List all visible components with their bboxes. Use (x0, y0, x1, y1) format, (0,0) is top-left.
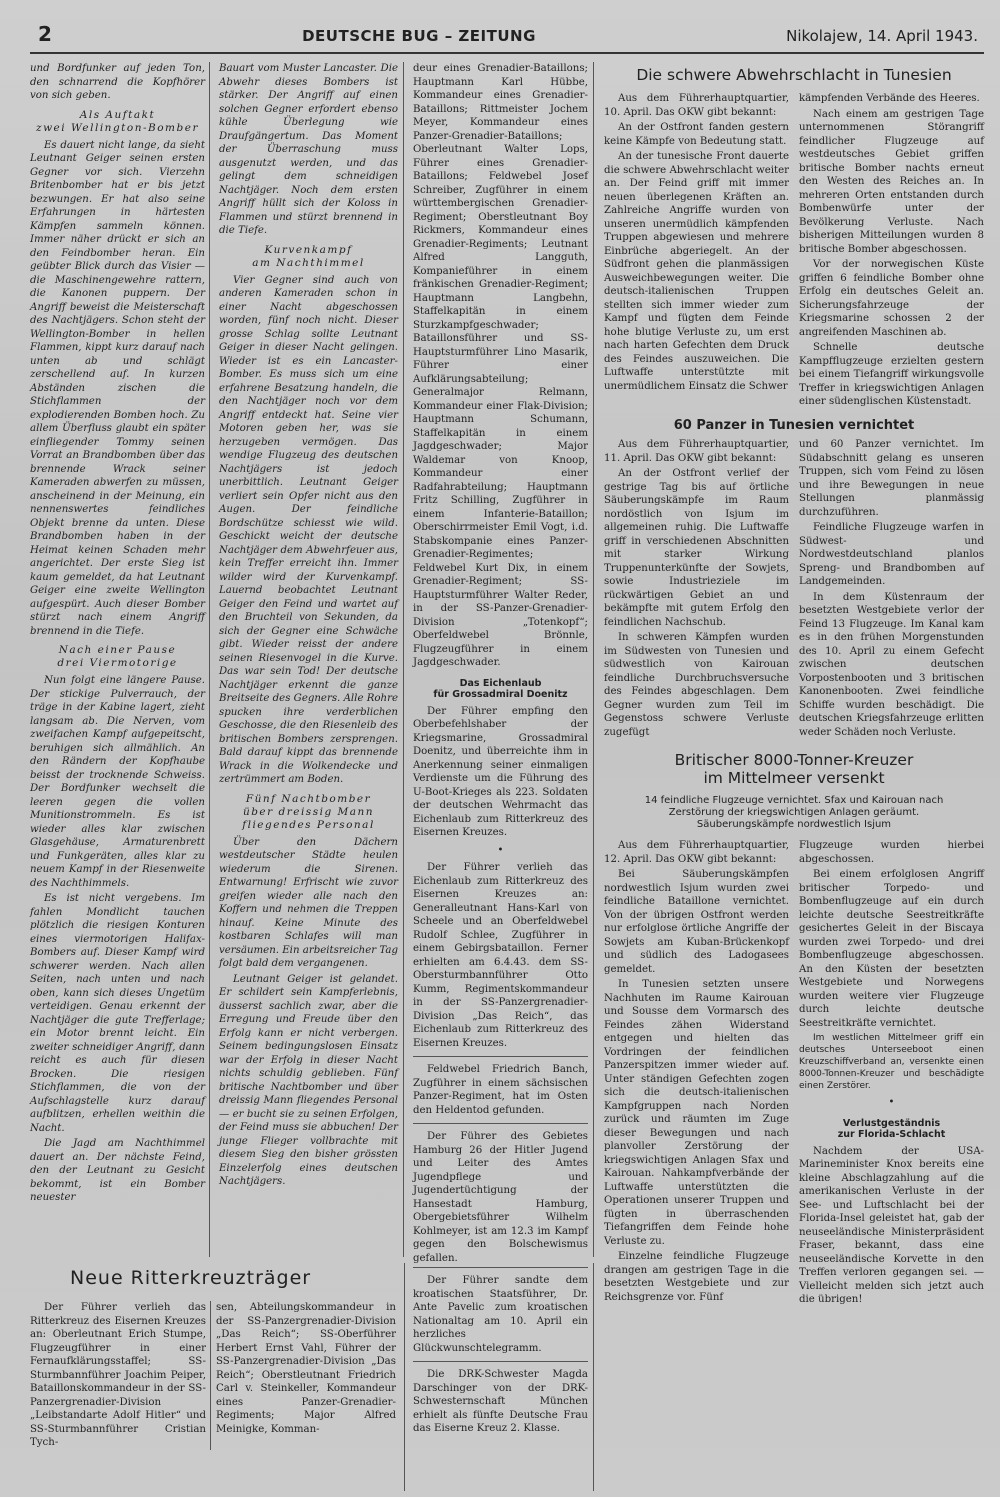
article-3-left-p1: Aus dem Führerhauptquartier, 12. April. Das OKW gibt bekannt: (604, 840, 789, 865)
article-abwehrschlacht (604, 92, 984, 411)
col2-subhead-1 (219, 244, 398, 270)
col1-subhead-2-line2: drei Viermotorige (57, 657, 178, 669)
deck-kreuzer (604, 795, 984, 831)
col2-subhead-2 (219, 793, 398, 832)
lower-mid-paragraph-1: Der Führer sandte dem kroatischen Staatsführer, Dr. Ante Pavelic zum kroatischen Nationaltag am 10. April ein herzliches Glückwunschtelegramm. (413, 1275, 588, 1354)
article-1-left-p3: An der tunesische Front dauerte die schwere Abwehrschlacht weiter an. Der Feind griff mit immer neuen überlegenen Kräften an. Zahlreiche Angriffe wurden von unseren unermüdlich kämpfenden Truppen abgewiesen und mehrere Einbrüche abgeriegelt. An der Südfront gehen die planmässigen Ausweichbewegungen weiter. Die deutsch-italienischen Truppen stellten sich immer wieder zum Kampf und fügten dem Feinde hohe blutige Verluste zu, um erst nach harten Gefechten dem Druck des Feindes auszuweichen. Die Luftwaffe unterstützte mit unermüdlichem Einsatz die Schwer (604, 151, 789, 392)
article-1-right-p4: Schnelle deutsche Kampfflugzeuge erzielten gestern bei einem Tiefangriff wirkungsvolle Treffer in kriegswichtigen Anlagen einer südenglischen Küstenstadt. (799, 342, 984, 407)
headline-60-panzer: 60 Panzer in Tunesien vernichtet (673, 417, 915, 433)
article-1-left-p1: Aus dem Führerhauptquartier, 10. April. Das OKW gibt bekannt: (604, 93, 789, 118)
col3-ornament-1: • (497, 844, 504, 856)
article-2-right-p3: In dem Küstenraum der besetzten Westgebiete verlor der Feind 13 Flugzeuge. Im Kanal kam es in den frühen Morgenstunden des 10. April zu einem Gefecht zwischen deutschen Vorpostenbooten und 3 britischen Kanonenbooten. Zwei feindliche Schiffe wurden beschädigt. Die deutschen Kriegsfahrzeuge erlitten weder Schäden noch Verluste. (799, 591, 984, 738)
col3-headline-line2: für Grossadmiral Doenitz (433, 689, 568, 700)
lower-mid-divider-2 (413, 1361, 588, 1362)
article-3-right-p3: Im westlichen Mittelmeer griff ein deutsches Unterseeboot einen Kreuzschiffverband an, versenkte einen 8000-Tonnen-Kreuzer und beschädigte einen Zerstörer. (799, 1033, 984, 1091)
article-2-left-p2: An der Ostfront verlief der gestrige Tag bis auf örtliche Säuberungskämpfe im Raum nordöstlich von Isjum im allgemeinen ruhig. Die Luftwaffe griff in verschiedenen Abschnitten mit starker Wirkung Truppenunterkünfte der Sowjets, sowie Industrieziele im rückwärtigen Gebiet an und bekämpfte mit gutem Erfolg den feindlichen Nachschub. (604, 468, 789, 628)
col3-paragraph-5: Der Führer des Gebietes Hamburg 26 der Hitler Jugend und Leiter des Amtes Jugendpflege und Jugendertüchtigung der Hansestadt Hamburg, Obergebietsführer Wilhelm Kohlmeyer, ist am 12.3 im Kampf gegen den Bolschewismus gefallen. (413, 1131, 588, 1264)
lower-mid-paragraph-2: Die DRK-Schwester Magda Darschinger von der DRK-Schwesternschaft München erhielt als fünfte Deutsche Frau das Eiserne Kreuz 2. Klasse. (413, 1369, 588, 1434)
article-3-right-p2: Bei einem erfolglosen Angriff britischer Torpedo- und Bombenflugzeuge auf ein durch leichte deutsche Seestreitkräfte gesichertes Geleit in der Biscaya wurden zwei Torpedo- und drei Bombenflugzeuge abgeschossen. An den Küsten der besetzten Westgebiete und Norwegens wurden weitere vier Flugzeuge durch leichte deutsche Seestreitkräfte vernichtet. (799, 869, 984, 1029)
col2-paragraph-1: Bauart vom Muster Lancaster. Die Abwehr dieses Bombers ist stärker. Der Angriff auf einen solchen Gegner erfordert ebenso kühle Überlegung wie Draufgängertum. Das Moment der Überraschung muss ausgenutzt werden, und das gelingt dem schneidigen Nachtjäger. Noch dem ersten Angriff hüllt sich der Koloss in Flammen und stürzt brennend in die Tiefe. (219, 63, 398, 236)
deck-line3: Säuberungskämpfe nordwestlich Isjum (696, 819, 892, 830)
col2-subhead-2-line3: fliegendes Personal (242, 818, 375, 831)
col2-paragraph-2: Vier Gegner sind auch von anderen Kameraden schon in einer Nacht abgeschossen worden, fünf noch nicht. Dieser grosse Schlag sollte Leutnant Geiger in dieser Nacht gelingen. Wieder ist es ein Lancaster-Bomber. Es muss sich um eine erfahrene Besatzung handeln, die den Nachtjäger noch vor dem Angriff entdeckt hat. Seine vier Motoren geben her, was sie herzugeben vermögen. Das wendige Flugzeug des deutschen Nachtjägers ist jedoch unerbittlich. Leutnant Geiger verliert sein Opfer nicht aus den Augen. Der feindliche Bordschütze schiesst wie wild. Geschickt weicht der deutsche Nachtjäger dem Abwehrfeuer aus, kein Treffer erreicht ihn. Immer wilder wird der Kurvenkampf. Lauernd beobachtet Leutnant Geiger den Feind und wartet auf den Bruchteil von Sekunden, da sich der Gegner eine Schwäche gibt. Wieder reisst der andere seinen Riesenvogel in die Kurve. Das war sein Tod! Der deutsche Nachtjäger erkennt die ganze Breitseite des Gegners. Alle Rohre spucken ihre verderblichen Geschosse, die den Riesenleib des britischen Bombers zersprengen. Bald darauf kippt das brennende Wrack in die Wolkendecke und zertrümmert am Boden. (219, 274, 398, 785)
col1-paragraph-4: Die Jagd am Nachthimmel dauert an. Der nächste Feind, den der Leutnant zu Gesicht bekommt, ist ein Bomber neuester (30, 1138, 205, 1203)
col2-paragraph-4: Leutnant Geiger ist gelandet. Er schildert sein Kampferlebnis, äusserst sachlich zwar, aber die Erregung und Freude über den Erfolg kann er nicht verbergen. Seinem bedingungslosen Einsatz war der Erfolg in dieser Nacht nichts schuldig geblieben. Fünf britische Nachtbomber und über dreissig Mann fliegendes Personal — er bucht sie zu seinen Erfolgen, der Feind muss sie abbuchen! Der junge Flieger vollbrachte mit diesem Sieg den bisher grössten Einzelerfolg eines deutschen Nachtjägers. (219, 973, 398, 1187)
lower-right-column (598, 1263, 984, 1491)
headline-kreuzer-line2: im Mittelmeer versenkt (703, 769, 885, 787)
article-2-left-p1: Aus dem Führerhauptquartier, 11. April. Das OKW gibt bekannt: (604, 439, 789, 464)
article-3-right (799, 839, 984, 1309)
deck-line1: 14 feindliche Flugzeuge vernichtet. Sfax und Kairouan nach (644, 795, 944, 806)
col2-subhead-1-line2: am Nachthimmel (252, 256, 365, 269)
article-kreuzer (604, 839, 984, 1309)
headline-abwehrschlacht-text: Die schwere Abwehrschlacht in Tunesien (636, 66, 952, 84)
masthead (30, 22, 984, 54)
headline-florida-line1: Verlustgeständnis (842, 1117, 941, 1129)
col2-paragraph-3: Über den Dächern westdeutscher Städte heulen wiederum die Sirenen. Entwarnung! Erfrischt wie zuvor greifen wieder alle nach den Koffern und nehmen die Treppen hinauf. Keine Minute des kostbaren Schlafes will man versäumen. Ein arbeitsreicher Tag folgt bald dem vergangenen. (219, 836, 398, 969)
col3-paragraph-1: deur eines Grenadier-Bataillons; Hauptmann Karl Hübbe, Kommandeur eines Grenadier-Bataillons; Rittmeister Jochem Meyer, Kommandeur eines Panzer-Grenadier-Bataillons; Oberleutnant Walter Lops, Führer eines Grenadier-Bataillons; Feldwebel Josef Schreiber, Zugführer in einem württembergischen Grenadier-Regiment; Oberstleutnant Boy Rickmers, Kommandeur eines Grenadier-Regiments; Leutnant Alfred Langguth, Kompanieführer in einem fränkischen Grenadier-Regiment; Hauptmann Langbehn, Staffelkapitän in einem Sturzkampfgeschwader; Bataillonsführer und SS-Hauptsturmführer Lino Masarik, Führer einer Aufklärungsabteilung; Generalmajor Relmann, Kommandeur einer Flak-Division; Hauptmann Schumann, Staffelkapitän in einem Jagdgeschwader; Major Waldemar von Knoop, Kommandeur einer Radfahrabteilung; Hauptmann Fritz Schilling, Zugführer in einem Infanterie-Bataillon; Oberschirrmeister Emil Vogt, i.d. Stabskompanie eines Panzer-Grenadier-Regimentes; Feldwebel Kurt Dix, in einem Grenadier-Regiment; SS-Hauptsturmführer Walter Reder, in der SS-Panzer-Grenadier-Division „Totenkopf“; Oberfeldwebel Brönnle, Flugzeugführer in einem Jagdgeschwader. (413, 63, 588, 668)
col1-paragraph-1: Es dauert nicht lange, da sieht Leutnant Geiger seinen ersten Gegner vor sich. Vierzehn Britenbomber hat er bis jetzt bezwungen. Er hat also seine Erfahrungen in härtesten Kämpfen sammeln können. Immer näher drückt er sich an den Feindbomber heran. Ein geübter Blick durch das Visier — die Maschinengewehre rattern, die Kanonen puppern. Der Angriff beweist die Meisterschaft des Nachtjägers. Schon steht der Wellington-Bomber in hellen Flammen, kippt kurz darauf nach unten ab und schlägt zerschellend auf. In kurzen Abständen zischen die Stichflammen der explodierenden Bomben hoch. Zu allem Überfluss glaubt ein später einfliegender Tommy seinen Vorrat an Brandbomben über das brennende Wrack seiner Kameraden abwerfen zu müssen, anscheinend in der Meinung, ein nennenswertes feindliches Objekt brenne da unten. Diese Brandbomben haben in der Heimat keinen Schaden mehr angerichtet. Der erste Sieg ist kaum gemeldet, da hat Leutnant Geiger eine zweite Wellington aufgespürt. Auch dieser Bomber stürzt nach einem Angriff brennend in die Tiefe. (30, 139, 205, 637)
col3-headline-eichenlaub (413, 678, 588, 701)
page-number: 2 (38, 22, 52, 46)
article-3-left-p3: In Tunesien setzten unsere Nachhuten im Raume Kairouan und Sousse dem Vormarsch des Feindes zähen Widerstand entgegen und hielten das Vordringen der feindlichen Panzerspitzen immer wieder auf. Unter ständigen Gefechten zogen sich die deutsch-italienischen Kampfgruppen nach Norden zurück und räumten im Zuge dieser Bewegungen und nach planvoller Zerstörung der kriegswichtigen Anlagen Sfax und Kairouan. Nahkampfverbände der Luftwaffe unterstützten die Operationen unserer Truppen und fügten in überraschenden Tiefangriffen dem Feinde hohe Verluste zu. (604, 979, 789, 1247)
col3-divider-1 (413, 1056, 588, 1057)
ritterkreuz-left (30, 1301, 210, 1450)
col1-subhead-2-line1: Nach einer Pause (58, 644, 177, 656)
column-2 (214, 62, 404, 1257)
col3-paragraph-2: Der Führer empfing den Oberbefehlshaber der Kriegsmarine, Grossadmiral Doenitz, und überreichte ihm in Anerkennung seiner einmaligen Verdienste um die Führung des U-Boot-Krieges als 223. Soldaten der deutschen Wehrmacht das Eichenlaub zum Ritterkreuz des Eisernen Kreuzes. (413, 705, 588, 838)
headline-kreuzer (604, 751, 984, 787)
article-1-left-p2: An der Ostfront fanden gestern keine Kämpfe von Bedeutung statt. (604, 122, 789, 147)
ritterkreuz-right (210, 1301, 400, 1450)
article-1-right-p2: Nach einem am gestrigen Tage unternommenen Störangriff feindlicher Flugzeuge auf westdeutsches Gebiet griffen britische Bomber nachts erneut den Westen des Reiches an. In mehreren Orten entstanden durch Bombenwürfe unter der Bevölkerung Verluste. Nach bisherigen Mitteilungen wurden 8 britische Bomber abgeschossen. (799, 108, 984, 255)
lower-mid-column (408, 1263, 594, 1491)
headline-florida-line2: zur Florida-Schlacht (837, 1129, 946, 1140)
col2-subhead-2-line1: Fünf Nachtbomber (245, 792, 372, 805)
column-3 (408, 62, 594, 1264)
col1-paragraph-2: Nun folgt eine längere Pause. Der stickige Pulverrauch, der träge in der Kabine lagert, zieht langsam ab. Die Nerven, vom zweifachen Kampf aufgepeitscht, beruhigen sich allmählich. An den Rändern der Kopfhaube beisst der trocknende Schweiss. Der Bordfunker wechselt die leeren gegen die vollen Munitionstrommeln. Es ist wieder alles klar zwischen Glasgehäuse, Armaturenbrett und Funkgeräten, alles klar zu neuem Kampf in der Riesenweite des Nachthimmels. (30, 675, 205, 889)
article-3-left-p4: Einzelne feindliche Flugzeuge drangen am gestrigen Tage in die besetzten Westgebiete und zur Reichsgrenze vor. Fünf (604, 1251, 789, 1303)
article-2-left (604, 438, 789, 741)
article-2-left-p3: In schweren Kämpfen wurden im Südwesten von Tunesien und südwestlich von Kairouan feindliche Durchbruchsversuche des Feindes abgeschlagen. Dem Gegner wurden zum Teil im Gegenstoss schwere Verluste zugefügt (604, 632, 789, 738)
deck-line2: Zerstörung der kriegswichtigen Anlagen geräumt. (668, 807, 920, 818)
article-2-right (799, 438, 984, 741)
column-4 (598, 62, 984, 1305)
col2-subhead-2-line2: über dreissig Mann (242, 805, 375, 818)
article-3-right-p1: Flugzeuge wurden hierbei abgeschossen. (799, 840, 984, 865)
col1-subhead-2 (30, 644, 205, 670)
col1-paragraph-3: Es ist nicht vergebens. Im fahlen Mondlicht tauchen plötzlich die riesigen Konturen eines viermotorigen Halifax-Bombers auf. Dieser Kampf wird schwerer werden. Nach allen Seiten, nach unten und nach oben, kann sich dieses Ungetüm verteidigen. Genau erkennt der Nachtjäger die gute Trefferlage; ein Motor brennt leicht. Ein zweiter schneidiger Angriff, dann reicht es auch für diesen Brocken. Die riesigen Stichflammen, die von der Aufschlagstelle kurz darauf aufblitzen, erhellen weithin die Nacht. (30, 893, 205, 1134)
article-1-right (799, 92, 984, 411)
ritterkreuz-text (30, 1301, 404, 1450)
col1-subhead-1-line2: zwei Wellington-Bomber (36, 121, 199, 134)
col1-subhead-1-line1: Als Auftakt (79, 108, 156, 121)
ritterkreuz-block (30, 1263, 405, 1491)
article-2-right-p1: und 60 Panzer vernichtet. Im Südabschnitt gelang es unseren Truppen, sich vom Feind zu lösen und ihre Bewegungen in neue Stellungen planmässig durchzuführen. (799, 439, 984, 518)
col3-paragraph-4: Feldwebel Friedrich Banch, Zugführer in einem sächsischen Panzer-Regiment, hat im Osten den Heldentod gefunden. (413, 1064, 588, 1116)
dateline: Nikolajew, 14. April 1943. (786, 27, 978, 45)
lower-section (30, 1263, 984, 1491)
article-3-left-p2: Bei Säuberungskämpfen nordwestlich Isjum wurden zwei feindliche Bataillone vernichtet. Von der übrigen Ostfront werden nur erfolglose örtliche Angriffe der Sowjets am Kuban-Brückenkopf und südlich des Ladogasees gemeldet. (604, 869, 789, 975)
col1-subhead-1 (30, 109, 205, 135)
article-1-right-p1: kämpfenden Verbände des Heeres. (799, 93, 980, 104)
article-60-panzer (604, 438, 984, 741)
ritterkreuz-right-text: sen, Abteilungskommandeur in der SS-Panzergrenadier-Division „Das Reich“; SS-Oberführer Herbert Ernst Vahl, Führer der SS-Panzergrenadier-Division „Das Reich“; Oberstleutnant Friedrich Carl v. Steinkeller, Kommandeur eines Panzer-Grenadier-Regiments; Major Alfred Meinigke, Komman- (216, 1302, 396, 1435)
lower-mid-divider-1 (413, 1267, 588, 1268)
article-3-ornament: • (888, 1097, 895, 1108)
col3-divider-2 (413, 1123, 588, 1124)
col2-subhead-1-line1: Kurvenkampf (264, 243, 353, 256)
article-1-left (604, 92, 789, 411)
article-florida-text: Nachdem der USA-Marineminister Knox bereits eine kleine Abschlagzahlung auf die amerikanischen Verluste in der See- und Luftschlacht bei der Florida-Insel geleistet hat, gab der neuseeländische Ministerpräsident Fraser, bekannt, dass eine neuseeländische Korvette in den Treffen verloren gegangen sei. — Vielleicht melden sich jetzt auch die übrigen! (799, 1145, 984, 1305)
paper-name: DEUTSCHE BUG – ZEITUNG (302, 27, 536, 45)
ritterkreuz-left-text: Der Führer verlieh das Ritterkreuz des Eisernen Kreuzes an: Oberleutnant Erich Stumpe, Flugzeugführer in einer Fernaufklärungsstaffel; SS-Sturmbannführer Joachim Peiper, Bataillonskommandeur in der SS-Panzergrenadier-Division „Leibstandarte Adolf Hitler“ und SS-Sturmbannführer Cristian Tych- (30, 1302, 206, 1448)
col3-paragraph-3: Der Führer verlieh das Eichenlaub zum Ritterkreuz des Eisernen Kreuzes an: Generalleutnant Hans-Karl von Scheele und an Oberfeldwebel Rudolf Schlee, Zugführer in einem Gebirgsbataillon. Ferner erhielten am 6.4.43. dem SS-Obersturmbannführer Otto Kumm, Regimentskommandeur in der SS-Panzergrenadier-Division „Das Reich“, das Eichenlaub zum Ritterkreuz des Eisernen Kreuzes. (413, 862, 588, 1049)
article-3-left (604, 839, 789, 1309)
col3-headline-line1: Das Eichenlaub (459, 677, 542, 689)
headline-ritterkreuztraeger: Neue Ritterkreuzträger (70, 1267, 312, 1289)
col1-lead: und Bordfunker auf jeden Ton, den schnarrend die Kopfhörer von sich geben. (30, 63, 205, 101)
article-2-right-p2: Feindliche Flugzeuge warfen in Südwest- und Nordwestdeutschland planlos Spreng- und Brandbomben auf Landgemeinden. (799, 522, 984, 587)
column-1 (30, 62, 210, 1257)
article-1-right-p3: Vor der norwegischen Küste griffen 6 feindliche Bomber ohne Erfolg ein deutsches Geleit an. Sicherungsfahrzeuge der Kriegsmarine schossen 2 der angreifenden Maschinen ab. (799, 259, 984, 338)
headline-florida (799, 1118, 984, 1141)
headline-abwehrschlacht (604, 66, 984, 84)
headline-kreuzer-line1: Britischer 8000-Tonner-Kreuzer (674, 751, 914, 769)
